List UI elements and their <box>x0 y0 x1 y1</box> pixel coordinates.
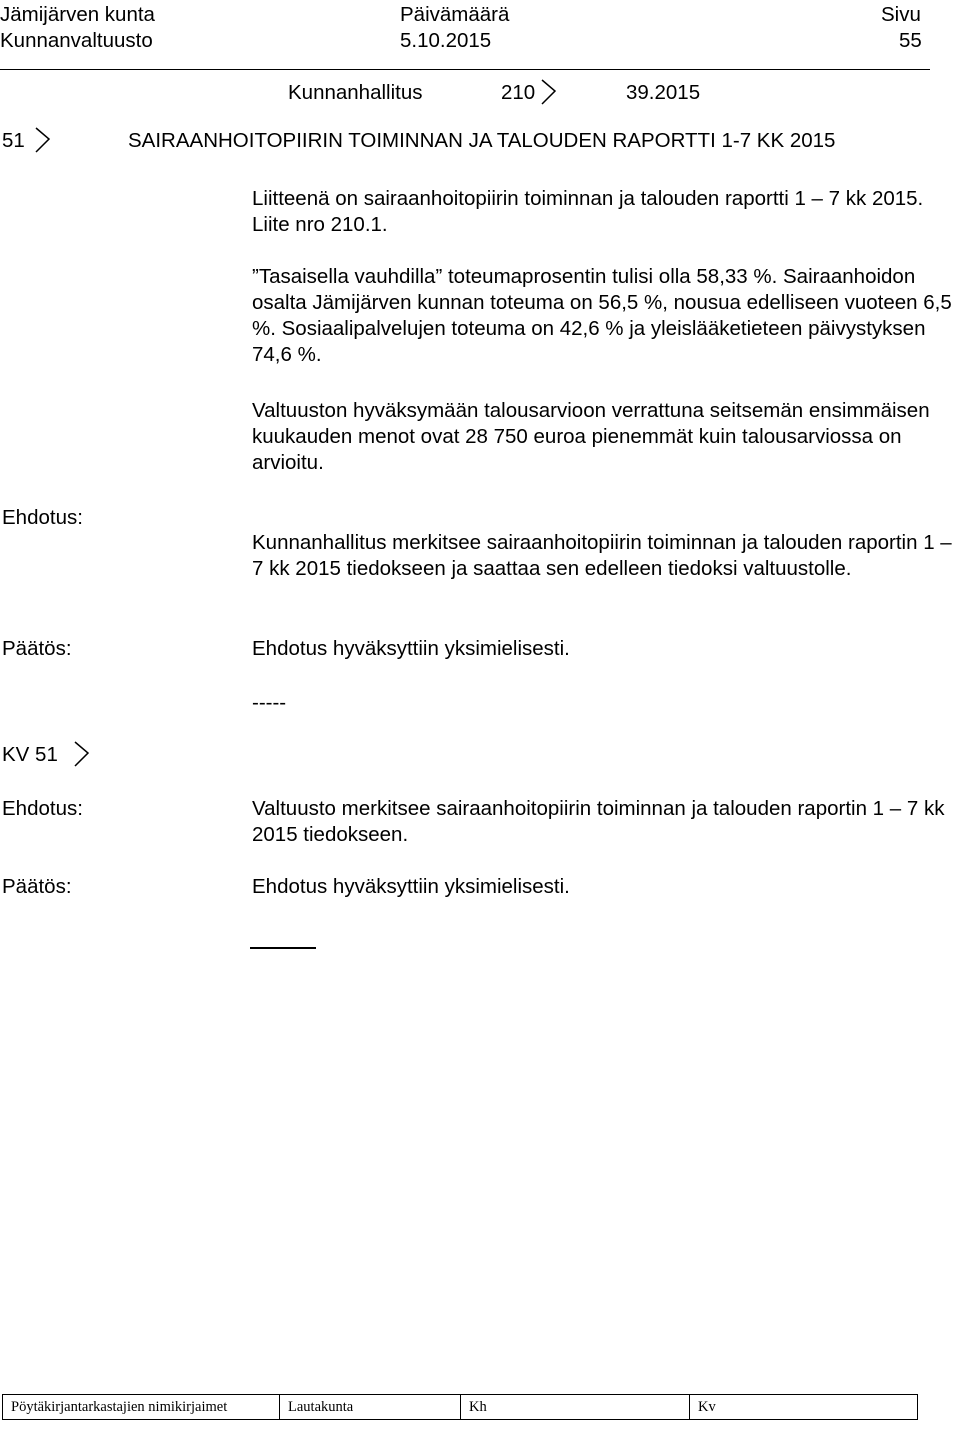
ref-date: 39.2015 <box>626 81 701 104</box>
header-page-label: Sivu <box>881 3 921 26</box>
ref-number: 210 <box>501 81 536 104</box>
kv-proposal-text: Valtuusto merkitsee sairaanhoitopiirin toiminnan ja talouden raportin 1 – 7 kk 2015 tiedokseen. <box>252 797 945 846</box>
end-rule <box>250 947 316 949</box>
paragraph-progress: ”Tasaisella vauhdilla” toteumaprosentin tulisi olla 58,33 %. Sairaanhoidon osalta Jämijärven kunnan toteuma on 56,5 %, nousua edelliseen vuoteen 6,5 %. Sosiaalipalvelujen toteuma on 42,6 % ja yleislääketieteen päivystyksen 74,6 %. <box>252 265 952 366</box>
header-date: 5.10.2015 <box>400 29 492 52</box>
signature-footer <box>2 1394 918 1420</box>
header-org: Jämijärven kunta <box>0 3 155 26</box>
section-sign-icon <box>541 78 558 106</box>
proposal-text: Kunnanhallitus merkitsee sairaanhoitopiirin toiminnan ja talouden raportin 1 – 7 kk 2015 tiedokseen ja saattaa sen edelleen tiedoksi valtuustolle. <box>252 531 952 580</box>
ref-body: Kunnanhallitus <box>288 81 423 104</box>
header-date-label: Päivämäärä <box>400 3 510 26</box>
kv-decision-label: Päätös: <box>2 875 72 898</box>
proposal-label: Ehdotus: <box>2 506 83 529</box>
footer-cell-kh: Kh <box>460 1395 689 1419</box>
kv-proposal-label: Ehdotus: <box>2 797 83 820</box>
paragraph-budget: Valtuuston hyväksymään talousarvioon verrattuna seitsemän ensimmäisen kuukauden menot ovat 28 750 euroa pienemmät kuin talousarviossa on arvioitu. <box>252 399 930 474</box>
section-sign-icon <box>35 126 52 154</box>
section-title: SAIRAANHOITOPIIRIN TOIMINNAN JA TALOUDEN RAPORTTI 1-7 KK 2015 <box>128 129 836 152</box>
header-page-number: 55 <box>899 29 922 52</box>
decision-label: Päätös: <box>2 637 72 660</box>
kv-decision-text: Ehdotus hyväksyttiin yksimielisesti. <box>252 875 570 898</box>
footer-cell-kv: Kv <box>689 1395 917 1419</box>
section-number: 51 <box>2 129 25 152</box>
footer-cell-board: Lautakunta <box>279 1395 460 1419</box>
section-sign-icon <box>74 740 91 768</box>
kv-section-label: KV 51 <box>2 743 58 766</box>
decision-text: Ehdotus hyväksyttiin yksimielisesti. <box>252 637 570 660</box>
paragraph-attachment: Liitteenä on sairaanhoitopiirin toiminnan ja talouden raportti 1 – 7 kk 2015. Liite nro 210.1. <box>252 187 924 236</box>
header-body-name: Kunnanvaltuusto <box>0 29 153 52</box>
header-rule <box>0 69 930 70</box>
separator: ----- <box>252 691 287 714</box>
footer-cell-reviewers: Pöytäkirjantarkastajien nimikirjaimet <box>11 1399 228 1415</box>
